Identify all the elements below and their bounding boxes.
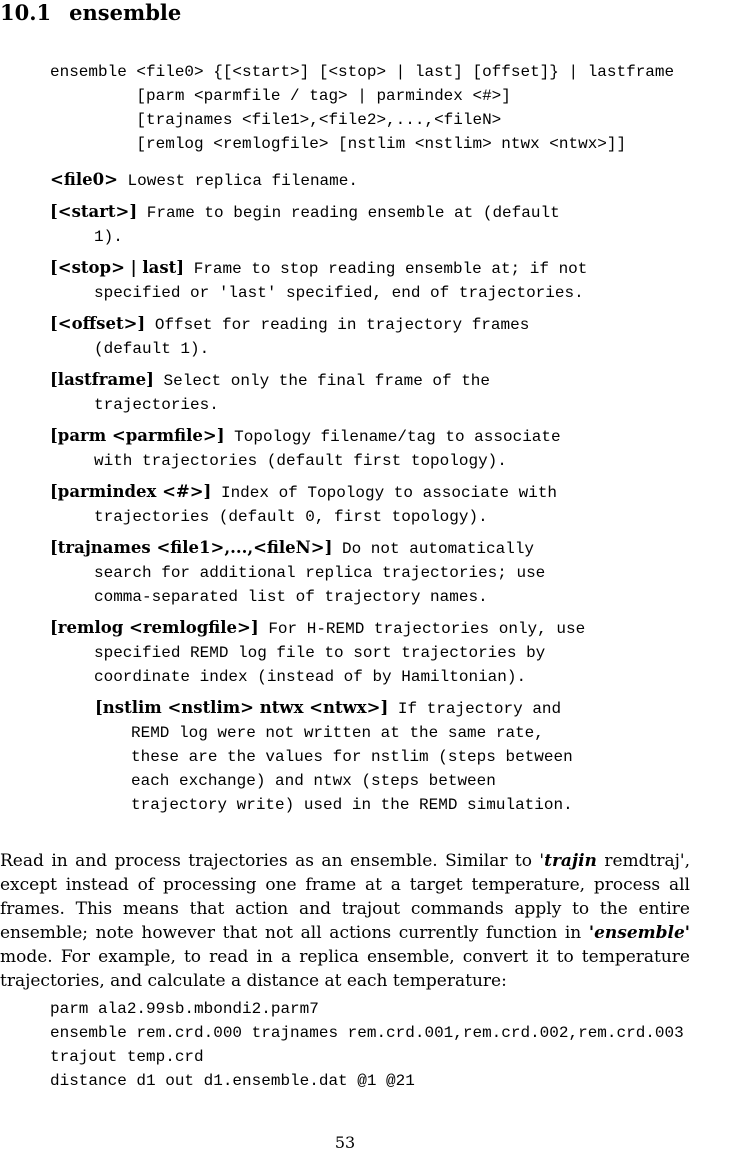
option-text: 1). xyxy=(94,228,123,246)
option-lastframe xyxy=(50,368,490,417)
option-text: specified or 'last' specified, end of trajectories. xyxy=(94,284,584,302)
option-label: <file0> xyxy=(50,170,118,189)
option-text: trajectories (default 0, first topology). xyxy=(94,508,488,526)
usage-line: [parm <parmfile / tag> | parmindex <#>] xyxy=(50,87,511,105)
option-remlog xyxy=(50,616,585,689)
option-text: For H-REMD trajectories only, use xyxy=(268,620,586,638)
option-label: [remlog <remlogfile>] xyxy=(50,618,259,637)
option-nstlim xyxy=(95,696,573,817)
description-text: mode. For example, to read in a replica ensemble, convert it to temperature trajectories, and calculate a distance at each temperature: xyxy=(0,947,690,991)
option-label: [<stop> | last] xyxy=(50,258,185,277)
option-text: REMD log were not written at the same rate, xyxy=(131,724,544,742)
option-text: Frame to stop reading ensemble at; if not xyxy=(193,260,588,278)
usage-line: ensemble <file0> {[<start>] [<stop> | last] [offset]} | lastframe xyxy=(50,63,675,81)
usage-line: [remlog <remlogfile> [nstlim <nstlim> ntwx <ntwx>]] xyxy=(50,135,627,153)
option-label: [nstlim <nstlim> ntwx <ntwx>] xyxy=(95,698,389,717)
option-text: Do not automatically xyxy=(342,540,535,558)
option-text: Frame to begin reading ensemble at (default xyxy=(146,204,560,222)
option-text: Lowest replica filename. xyxy=(127,172,358,190)
example-line: ensemble rem.crd.000 trajnames rem.crd.001,rem.crd.002,rem.crd.003 xyxy=(50,1024,684,1042)
option-start xyxy=(50,200,560,249)
option-label: [<offset>] xyxy=(50,314,146,333)
page-number: 53 xyxy=(334,1133,356,1152)
option-text: comma-separated list of trajectory names. xyxy=(94,588,488,606)
example-line: distance d1 out d1.ensemble.dat @1 @21 xyxy=(50,1072,415,1090)
emphasis-ensemble: 'ensemble' xyxy=(588,923,690,943)
option-offset xyxy=(50,312,529,361)
option-label: [<start>] xyxy=(50,202,138,221)
option-text: Select only the final frame of the xyxy=(163,372,490,390)
option-text: Topology filename/tag to associate xyxy=(234,428,561,446)
description-text: Read in and process trajectories as an ensemble. Similar to ' xyxy=(0,851,545,871)
emphasis-trajin: trajin xyxy=(544,851,597,871)
option-text: specified REMD log file to sort trajectories by xyxy=(94,644,546,662)
option-label: [trajnames <file1>,...,<fileN>] xyxy=(50,538,333,557)
option-text: trajectory write) used in the REMD simulation. xyxy=(131,796,573,814)
example-line: parm ala2.99sb.mbondi2.parm7 xyxy=(50,1000,319,1018)
option-text: these are the values for nstlim (steps between xyxy=(131,748,573,766)
example-code-block xyxy=(50,997,684,1093)
usage-line: [trajnames <file1>,<file2>,...,<fileN> xyxy=(50,111,502,129)
option-parmindex xyxy=(50,480,557,529)
section-number: 10.1 xyxy=(0,0,52,25)
option-text: If trajectory and xyxy=(397,700,562,718)
option-file0 xyxy=(50,168,358,193)
option-text: Offset for reading in trajectory frames xyxy=(154,316,530,334)
option-stop xyxy=(50,256,587,305)
usage-syntax xyxy=(50,60,674,156)
description-paragraph xyxy=(0,849,690,993)
section-title: ensemble xyxy=(69,0,182,25)
option-parm xyxy=(50,424,561,473)
option-text: coordinate index (instead of by Hamiltonian). xyxy=(94,668,527,686)
option-trajnames xyxy=(50,536,545,609)
option-text: Index of Topology to associate with xyxy=(220,484,558,502)
option-text: trajectories. xyxy=(94,396,219,414)
option-text: each exchange) and ntwx (steps between xyxy=(131,772,496,790)
section-heading xyxy=(0,0,181,25)
description-text: remdtraj', except instead of processing one frame at a target temperature, process all frames. This means that action and trajout commands apply to the entire ensemble; note however that not all actions currently function in xyxy=(0,851,690,943)
example-line: trajout temp.crd xyxy=(50,1048,204,1066)
option-label: [parm <parmfile>] xyxy=(50,426,225,445)
option-label: [lastframe] xyxy=(50,370,154,389)
option-text: (default 1). xyxy=(94,340,210,358)
option-text: with trajectories (default first topology). xyxy=(94,452,507,470)
option-text: search for additional replica trajectories; use xyxy=(94,564,546,582)
option-label: [parmindex <#>] xyxy=(50,482,212,501)
